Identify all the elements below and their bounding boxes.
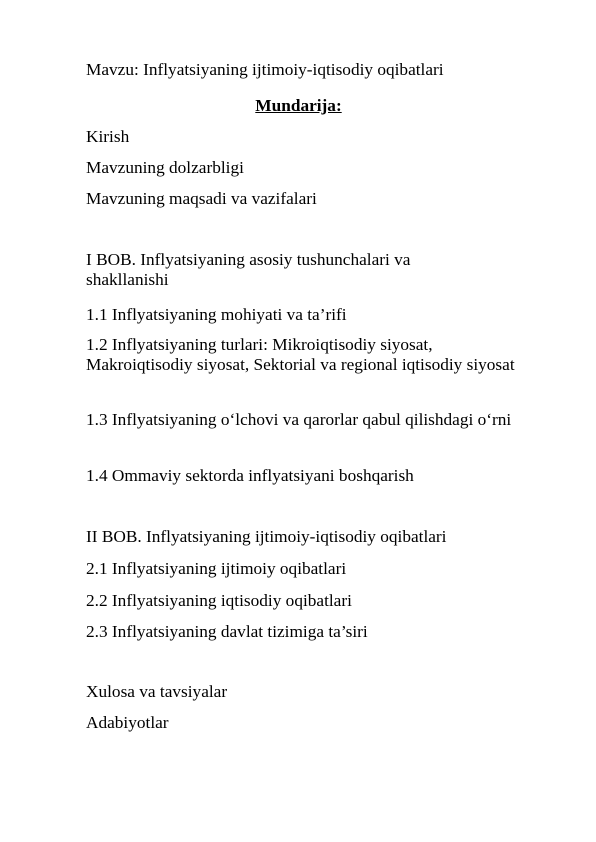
topic-line: Mavzu: Inflyatsiyaning ijtimoiy-iqtisodiy oqibatlari	[86, 60, 444, 79]
toc-entry-dolzarbligi: Mavzuning dolzarbligi	[86, 158, 244, 177]
toc-entry-2-3: 2.3 Inflyatsiyaning davlat tizimiga ta’siri	[86, 622, 368, 641]
toc-entry-1-1: 1.1 Inflyatsiyaning mohiyati va ta’rifi	[86, 305, 347, 324]
toc-entry-2-2: 2.2 Inflyatsiyaning iqtisodiy oqibatlari	[86, 591, 352, 610]
toc-entry-kirish: Kirish	[86, 127, 130, 146]
contents-heading: Mundarija:	[255, 96, 342, 115]
toc-entry-1-2: 1.2 Inflyatsiyaning turlari: Mikroiqtisodiy siyosat, Makroiqtisodiy siyosat, Sektorial va regional iqtisodiy siyosat	[86, 335, 515, 374]
chapter1-title: I BOB. Inflyatsiyaning asosiy tushunchalari va shakllanishi	[86, 250, 411, 289]
toc-entry-1-3: 1.3 Inflyatsiyaning o‘lchovi va qarorlar qabul qilishdagi o‘rni	[86, 410, 512, 429]
toc-entry-2-1: 2.1 Inflyatsiyaning ijtimoiy oqibatlari	[86, 559, 347, 578]
toc-entry-maqsadi: Mavzuning maqsadi va vazifalari	[86, 189, 317, 208]
chapter2-title: II BOB. Inflyatsiyaning ijtimoiy-iqtisodiy oqibatlari	[86, 527, 447, 546]
toc-entry-adabiyotlar: Adabiyotlar	[86, 713, 169, 732]
toc-entry-1-4: 1.4 Ommaviy sektorda inflyatsiyani boshqarish	[86, 466, 414, 485]
toc-entry-xulosa: Xulosa va tavsiyalar	[86, 682, 228, 701]
